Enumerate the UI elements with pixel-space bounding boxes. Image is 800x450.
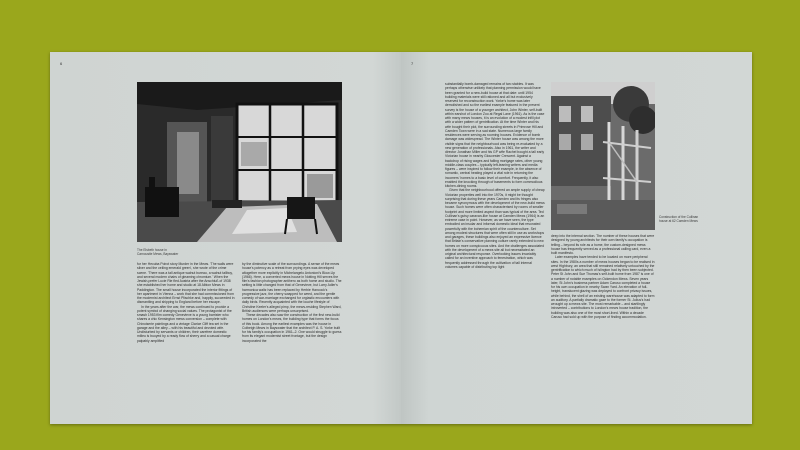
paragraph: In the years after the war, the mews continued to provide a potent symbol of changing social values. The protagonist of the smash 1953 film comedy Genevieve is a young barrister who shares a chic Kensington mews conversion – complete with Chinoiserie paintings and a vintage Clarice Cliff tea set in the garage and the alley – with his beautiful and devoted wife. Undisturbed by servants or children, their carefree domestic milieu is buoyed by a ready flow of sherry and a casual charge palpably amplified <box>137 304 232 343</box>
paragraph: Given that the neighbourhood offered an ample supply of cheap Victorian properties well into the 1970s, it might be thought surprising that during these years Camden and its fringes also became synonymous with the development of the new-build mews house. Such homes were often characterised by rooms of smaller footprint and more limited aspect than was typical of the area. Ted Cullinan's gutsy caravan-like house at Camden Mews (1964) is an extreme case in point. However, as we have seen, the type embodied an insular and informal domestic ideal that resonated powerfully with the bohemian spirit of the counterculture. Set among modest structures that were often still in use as workshops and garages, these buildings also enjoyed an expressive licence that Britain's conservative planning culture rarely extended to new homes on more conspicuous sites. And the challenges associated with the development of a mews site all but necessitated an original architectural response. Overlooking issues invariably called for an inventive approach to fenestration, which was frequently addressed through the cultivation of tall internal volumes capable of distributing top light <box>445 188 545 269</box>
left-page <box>50 52 401 424</box>
paragraph: Later examples have tended to be located on more peripheral sites. In the 1980s a number of mews houses began to be realised in west Highbury, an area that still remained relatively untouched by the gentrification to which much of Islington had by then been subjected. Peter St John and Sue Thomas's self-built home from 1987 is one of a number of notable examples on Ockendon Mews. Seven years later, St John's business partner Adam Caruso completed a house for his own occupation in nearby Swan Yard. An elevation of full-height, translucent glazing was deployed to confront privacy issues, while behind, the shell of an existing warehouse was adapted to form an auditory. A partially dramatic gaze to the former St. Julius's had wrought up a mews site. The most remarkable – and startlingly introverted – contributions to London's mews house tradition, the building was also one of the most short-lived. Within a decade Caruso had sold up with the purpose of finding accommodation. <box>551 255 655 319</box>
photo-caption: Construction of the Cullinan house at 62 Camden Mews <box>659 215 699 223</box>
text-column-1 <box>137 262 235 418</box>
paragraph: for her Hecuba Poirot story Murder in the Mews. 'The walls were silver and the ceiling emerald green', she wrote of the crime scene. 'There was a tall antique walnut bureau, a walnut tallboy, and several modern chairs of gleaming chromium.' When the Jewish-prefer Lucie Rie fled Austria after the Anschluß of 1938 she established her home and studio at 18 Albion Mews in Paddington. The small house incorporated the interior fittings of her apartment in Vienna – work that she had commissioned from the modernist architect Ernst Plischke and, happily, succeeded in dismantling and shipping to England before her escape. <box>137 262 235 305</box>
interior-photo <box>137 82 342 242</box>
paragraph: by the diminutive scale of the surroundings. A sense of the mews house's potency as a retreat from prying eyes was developed altogether more explicitly in Michelangelo Antonioni's Blow-Up (1966). Here, a converted mews house in Notting Hill serves the film's fashion photographer antihero as both home and studio. The setting is little changed from that of Genevieve, but Larry Adler's harmonica waltz has been replaced by Herbie Hancock's progressive jazz, the cherry swapped for weed, and the gentle comedy of war-marriage exchanged for orgiastic encounters with daily birds. Recently acquainted with the louche lifestyle of Christine Keeler's alleged pimp, the mews-residing Stephen Ward, British audiences were perhaps unsurprised. <box>242 262 342 313</box>
construction-photo <box>551 82 655 230</box>
book-spread <box>50 52 752 424</box>
text-column-2 <box>242 262 342 418</box>
text-column-2 <box>551 234 655 418</box>
paragraph: These decades also saw the construction of the first new-build homes on London's mews, the building type that forms the focus of this book. Among the earliest examples was the house in Colbeigh Mews in Bayswater that the architect P. A. S. Yorke built for his family's occupation in 1961–2. One would struggle to guess from its elegant modernist street frontage, but the design incorporated the <box>242 313 342 343</box>
photo-caption: The Elsbeth house in Carnoustie Mews, Bayswater <box>137 248 179 256</box>
page-number: 6 <box>60 61 63 66</box>
interior-photo-image <box>137 82 342 242</box>
paragraph: substantially bomb-damaged remains of two stables. It was perhaps otherwise unlikely that planning permission would have been granted for a new-build house at that date: until 1954 building materials were still rationed and all but exclusively reserved for reconstruction work. Yorke's home was later demolished and so the earliest example featured in the present survey is the house of a younger architect, John Winter, self-built within earshot of London Zoo at Regal Lane (1961). As is the case with many mews houses, it is an evolution of a modest infill plot with a wider pattern of gentrification. At the time Winter and his wife bought their plot, the surrounding streets in Primrose Hill and Camden Town were in a sad state. Numerous large family residences were serving as rooming houses. Evidence of bomb damage was widespread. The Winter house was among the more visible signs that the neighbourhood was being re-evaluated by a new generation of professionals. Also in 1961, the writer and director Jonathan Miller and his GP wife Rachel bought a tall early Victorian house in nearby Gloucester Crescent. Against a backdrop of rising wages and falling mortgage rates, other young middle-class couples – typically left-leaning writers and media figures – were inspired to follow their example, in the absence of romantic, central heating played a vital role in returning the incomers' homes to a basic level of comfort. Frequently, it also enabled the knocking through of basements to form commodious kitchen-dining rooms. <box>445 82 545 188</box>
page-number: 7 <box>411 61 414 66</box>
construction-photo-image <box>551 82 655 230</box>
right-page <box>401 52 752 424</box>
text-column-1 <box>445 82 545 418</box>
paragraph: deep into the internal section. The number of these houses that were designed by young architects for their own family's occupation is telling – beyond its role as a home, the custom-designed mews house has frequently served as a professional calling card, even a built manifesto. <box>551 234 655 255</box>
